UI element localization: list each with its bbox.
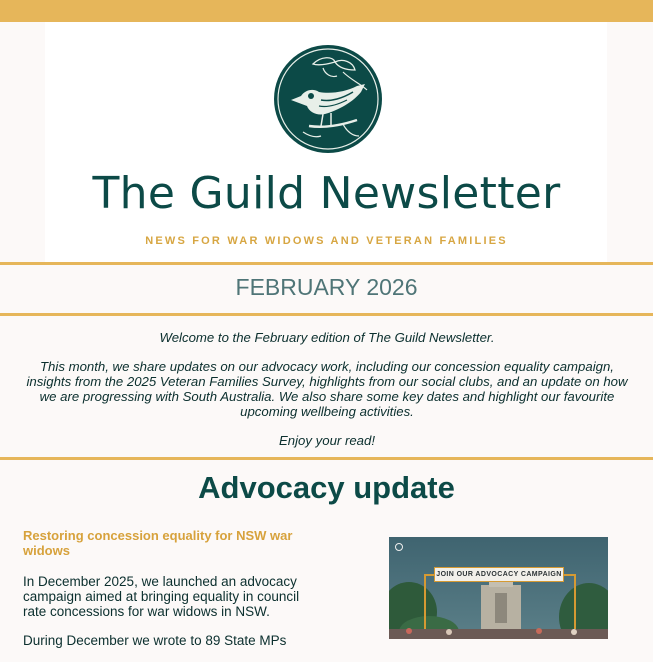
intro-summary: This month, we share updates on our advocacy work, including our concession equality campaign, insights from the 2025 Veteran Families Survey, highlights from our social clubs, and an update on how we are progressing with South Australia. We also share some key dates and highlight our favourite upcoming wellbeing activities.: [26, 359, 628, 419]
top-accent-bar: [0, 0, 653, 22]
divider-top: [0, 262, 653, 265]
intro-signoff: Enjoy your read!: [278, 433, 376, 448]
campaign-image[interactable]: [389, 537, 608, 639]
edition-month: FEBRUARY 2026: [235, 274, 418, 300]
intro-welcome: Welcome to the February edition of The Guild Newsletter.: [159, 330, 495, 345]
divider-bottom: [0, 457, 653, 460]
section-title-advocacy: Advocacy update: [198, 470, 455, 505]
divider-middle: [0, 313, 653, 316]
mini-logo-icon: [395, 543, 405, 551]
campaign-photo: [389, 537, 608, 639]
article-body: [23, 574, 323, 662]
campaign-label: JOIN OUR ADVOCACY CAMPAIGN: [434, 567, 564, 582]
newsletter-title: The Guild Newsletter: [92, 168, 561, 219]
newsletter-subtitle: NEWS FOR WAR WIDOWS AND VETERAN FAMILIES: [145, 235, 508, 247]
intro-block: [22, 330, 632, 462]
kookaburra-logo-icon: [273, 44, 383, 154]
article-paragraph: During December we wrote to 89 State MPs: [23, 633, 287, 648]
article-paragraph: In December 2025, we launched an advocacy campaign aimed at bringing equality in council rate concessions for war widows in NSW.: [23, 574, 300, 619]
article-heading[interactable]: Restoring concession equality for NSW war widows: [23, 528, 293, 558]
